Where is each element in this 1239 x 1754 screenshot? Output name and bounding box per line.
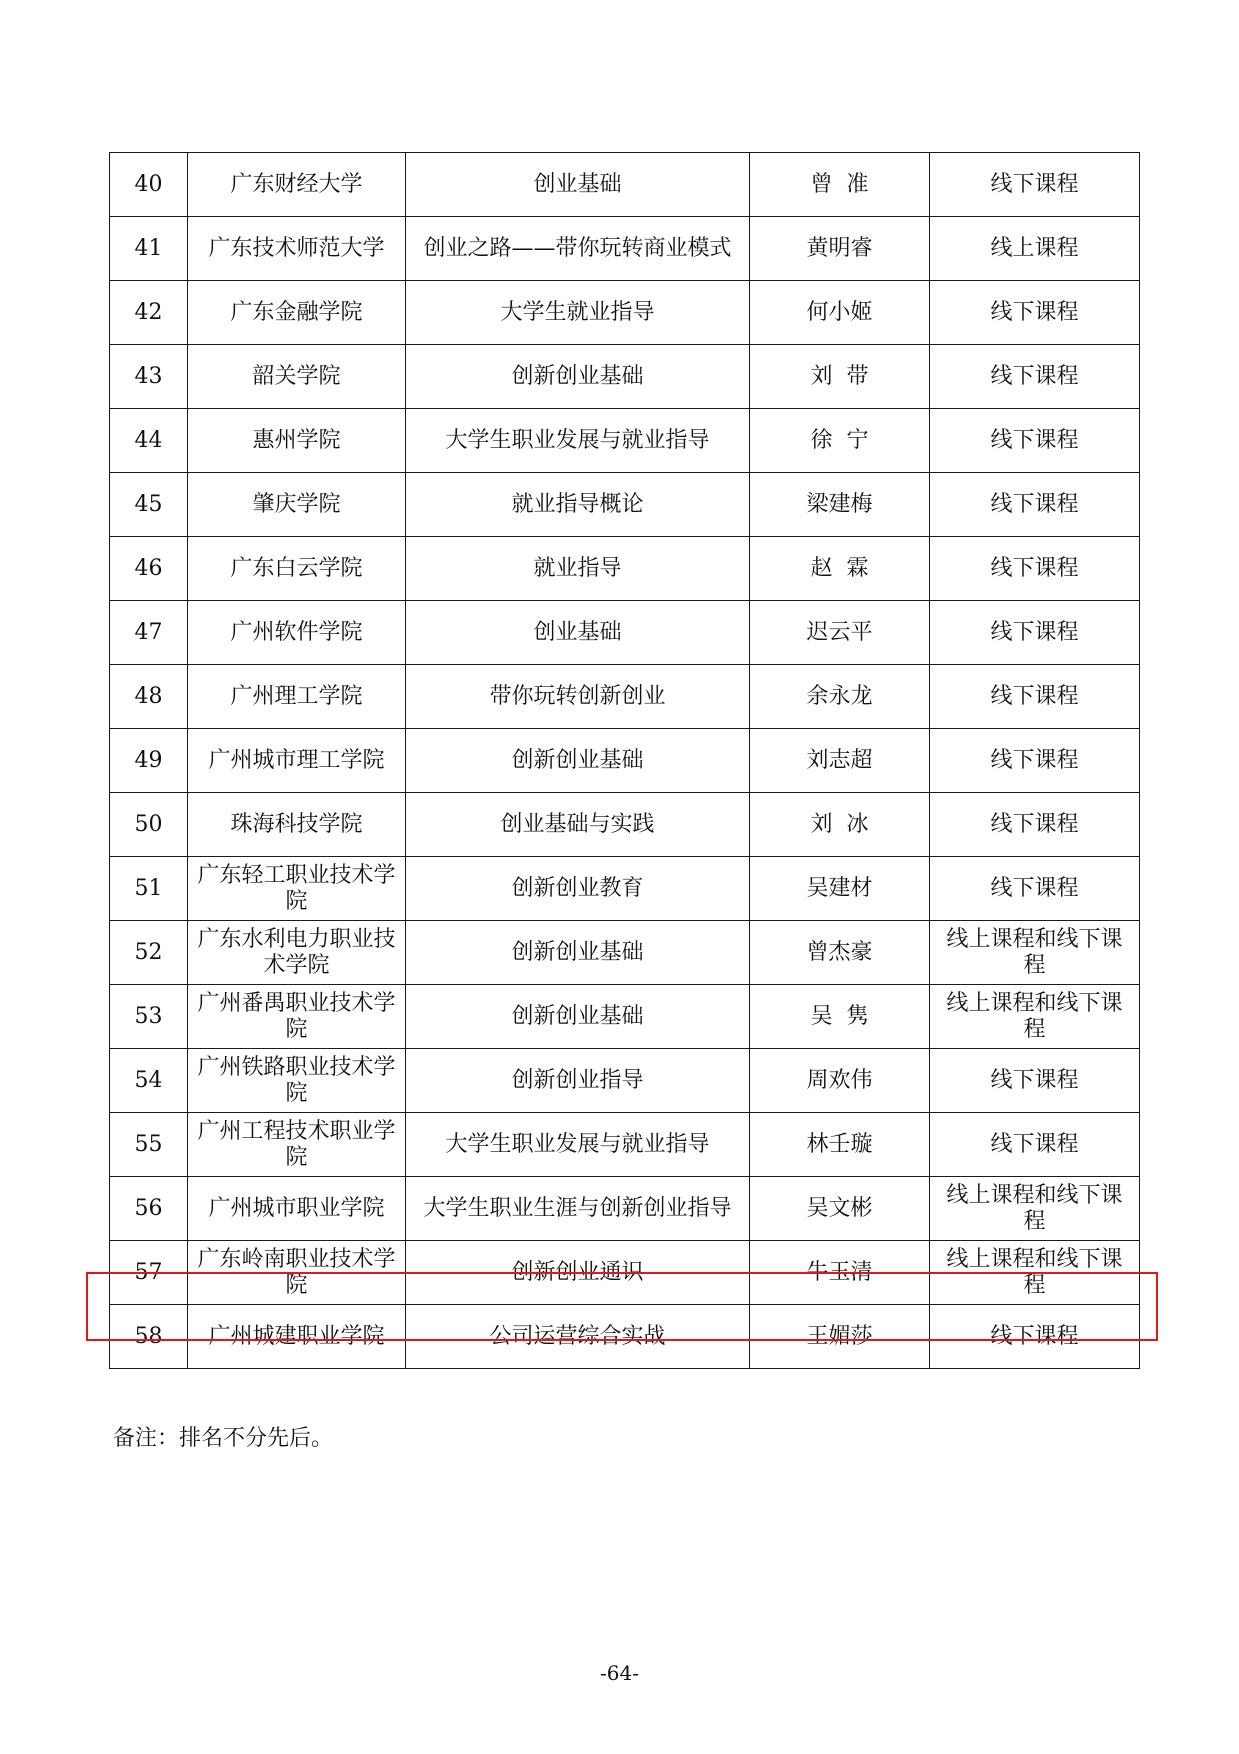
course-name: 创新创业教育 [406,857,750,921]
course-name: 创业基础 [406,153,750,217]
row-number: 42 [110,281,188,345]
row-number: 58 [110,1305,188,1369]
course-name: 创新创业基础 [406,729,750,793]
table-row [110,793,1140,857]
row-number: 57 [110,1241,188,1305]
table-row [110,729,1140,793]
course-name: 公司运营综合实战 [406,1305,750,1369]
course-type: 线下课程 [930,793,1140,857]
table-row [110,217,1140,281]
table-row [110,537,1140,601]
course-type: 线下课程 [930,345,1140,409]
table-row [110,153,1140,217]
table-row [110,473,1140,537]
course-type: 线下课程 [930,473,1140,537]
school-name: 广东财经大学 [188,153,406,217]
teacher-name: 刘 带 [750,345,930,409]
row-number: 56 [110,1177,188,1241]
course-name: 创新创业基础 [406,921,750,985]
course-name: 创业之路——带你玩转商业模式 [406,217,750,281]
row-number: 40 [110,153,188,217]
table-row [110,601,1140,665]
course-type: 线下课程 [930,537,1140,601]
teacher-name: 余永龙 [750,665,930,729]
school-name: 韶关学院 [188,345,406,409]
course-type: 线下课程 [930,665,1140,729]
school-name: 广州城建职业学院 [188,1305,406,1369]
course-name: 创新创业指导 [406,1049,750,1113]
school-name: 广州软件学院 [188,601,406,665]
row-number: 44 [110,409,188,473]
course-name: 就业指导 [406,537,750,601]
row-number: 41 [110,217,188,281]
course-name: 大学生就业指导 [406,281,750,345]
row-number: 49 [110,729,188,793]
course-name: 大学生职业生涯与创新创业指导 [406,1177,750,1241]
course-type: 线上课程和线下课程 [930,985,1140,1049]
teacher-name: 周欢伟 [750,1049,930,1113]
course-type: 线下课程 [930,409,1140,473]
course-name: 就业指导概论 [406,473,750,537]
row-number: 55 [110,1113,188,1177]
table-row [110,281,1140,345]
table-row [110,1305,1140,1369]
row-number: 52 [110,921,188,985]
school-name: 广州城市职业学院 [188,1177,406,1241]
teacher-name: 王媚莎 [750,1305,930,1369]
school-name: 肇庆学院 [188,473,406,537]
teacher-name: 徐 宁 [750,409,930,473]
course-type: 线上课程 [930,217,1140,281]
teacher-name: 曾杰豪 [750,921,930,985]
row-number: 47 [110,601,188,665]
teacher-name: 刘 冰 [750,793,930,857]
school-name: 广州铁路职业技术学院 [188,1049,406,1113]
table-row [110,1049,1140,1113]
table-row [110,1241,1140,1305]
row-number: 43 [110,345,188,409]
row-number: 53 [110,985,188,1049]
table-row [110,985,1140,1049]
page-number: -64- [600,1661,639,1685]
row-number: 51 [110,857,188,921]
school-name: 惠州学院 [188,409,406,473]
teacher-name: 何小姬 [750,281,930,345]
table-row [110,1177,1140,1241]
teacher-name: 林壬璇 [750,1113,930,1177]
course-name: 大学生职业发展与就业指导 [406,409,750,473]
row-number: 46 [110,537,188,601]
row-number: 50 [110,793,188,857]
table-row [110,345,1140,409]
school-name: 广州番禺职业技术学院 [188,985,406,1049]
teacher-name: 赵 霖 [750,537,930,601]
school-name: 广东技术师范大学 [188,217,406,281]
course-name: 创新创业基础 [406,985,750,1049]
course-table [109,152,1140,1369]
school-name: 广州工程技术职业学院 [188,1113,406,1177]
school-name: 广东岭南职业技术学院 [188,1241,406,1305]
school-name: 广东水利电力职业技术学院 [188,921,406,985]
row-number: 45 [110,473,188,537]
course-name: 创新创业基础 [406,345,750,409]
teacher-name: 吴 隽 [750,985,930,1049]
teacher-name: 牛玉清 [750,1241,930,1305]
teacher-name: 刘志超 [750,729,930,793]
course-type: 线下课程 [930,857,1140,921]
table-row [110,665,1140,729]
course-name: 大学生职业发展与就业指导 [406,1113,750,1177]
teacher-name: 迟云平 [750,601,930,665]
course-table-body [110,153,1140,1369]
teacher-name: 曾 准 [750,153,930,217]
table-row [110,409,1140,473]
row-number: 54 [110,1049,188,1113]
school-name: 广东金融学院 [188,281,406,345]
table-row [110,921,1140,985]
row-number: 48 [110,665,188,729]
course-name: 创业基础 [406,601,750,665]
course-type: 线上课程和线下课程 [930,1177,1140,1241]
teacher-name: 黄明睿 [750,217,930,281]
course-type: 线下课程 [930,1113,1140,1177]
table-note: 备注：排名不分先后。 [113,1426,334,1451]
course-type: 线下课程 [930,729,1140,793]
course-type: 线下课程 [930,1305,1140,1369]
table-row [110,857,1140,921]
course-type: 线下课程 [930,153,1140,217]
school-name: 广东轻工职业技术学院 [188,857,406,921]
course-type: 线下课程 [930,1049,1140,1113]
course-type: 线上课程和线下课程 [930,921,1140,985]
school-name: 广州城市理工学院 [188,729,406,793]
teacher-name: 梁建梅 [750,473,930,537]
course-type: 线下课程 [930,601,1140,665]
teacher-name: 吴建材 [750,857,930,921]
table-row [110,1113,1140,1177]
course-type: 线下课程 [930,281,1140,345]
teacher-name: 吴文彬 [750,1177,930,1241]
school-name: 珠海科技学院 [188,793,406,857]
school-name: 广东白云学院 [188,537,406,601]
course-type: 线上课程和线下课程 [930,1241,1140,1305]
course-name: 创业基础与实践 [406,793,750,857]
course-name: 带你玩转创新创业 [406,665,750,729]
school-name: 广州理工学院 [188,665,406,729]
course-name: 创新创业通识 [406,1241,750,1305]
